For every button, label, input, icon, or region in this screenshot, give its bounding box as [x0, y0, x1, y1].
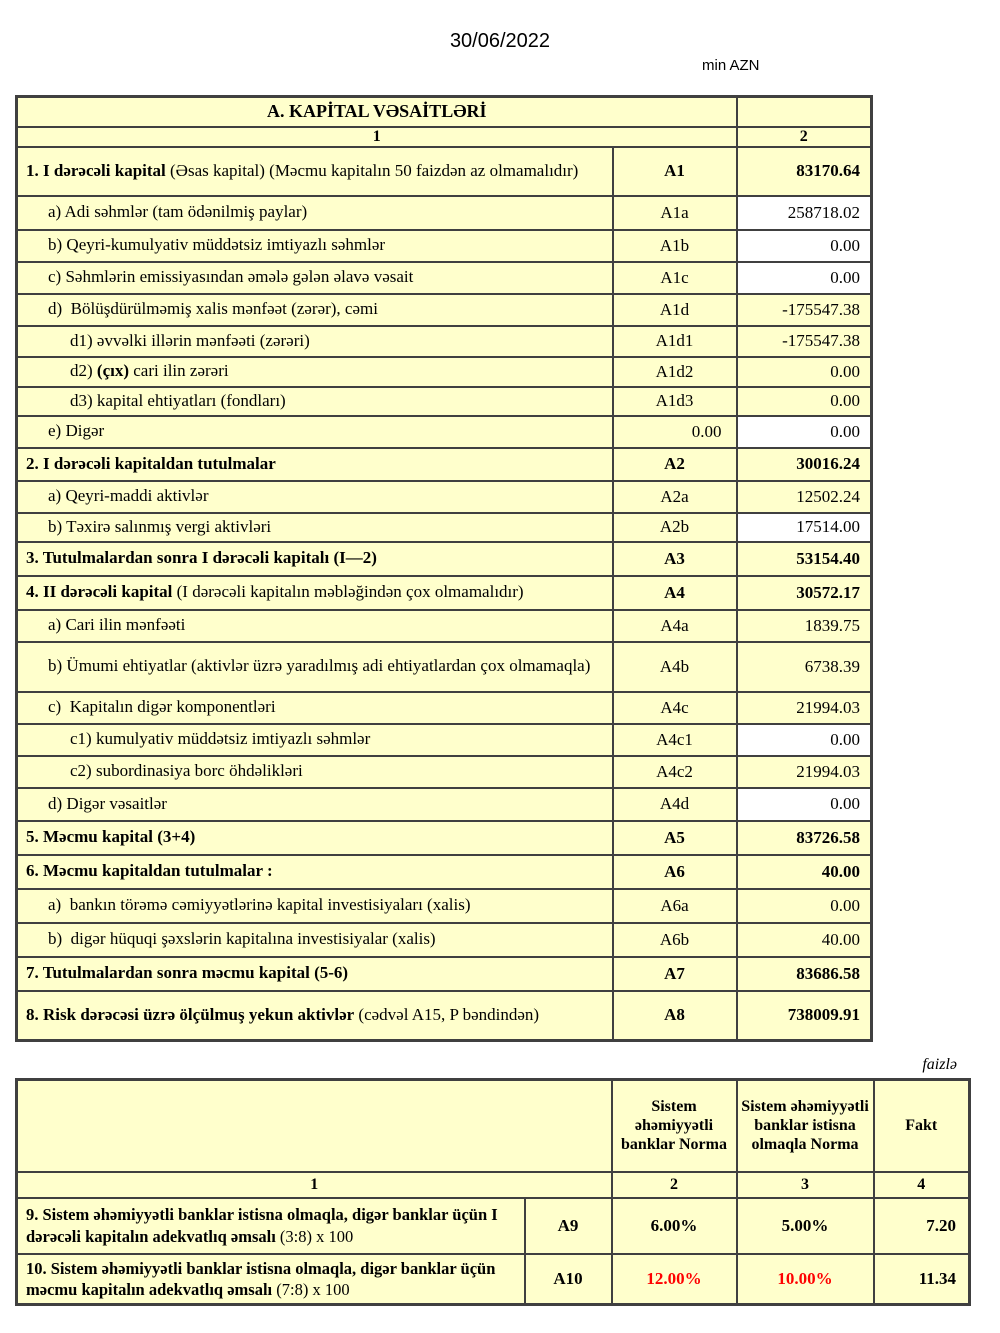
capital-row [17, 957, 872, 991]
capital-row [17, 724, 872, 756]
row-value: 0.00 [737, 387, 872, 416]
header-fact: Fakt [874, 1080, 970, 1172]
row-label: a) bankın törəmə cəmiyyətlərinə kapital investisiyaları (xalis) [17, 889, 613, 923]
row-label: a) Cari ilin mənfəəti [17, 610, 613, 642]
row-code: A5 [613, 821, 737, 855]
row-label: d1) əvvəlki illərin mənfəəti (zərəri) [17, 326, 613, 357]
capital-table-number-row [17, 127, 872, 147]
row-label: 8. Risk dərəcəsi üzrə ölçülmuş yekun aktivlər (cədvəl A15, P bəndindən) [17, 991, 613, 1041]
column-number: 4 [874, 1172, 970, 1198]
capital-row [17, 889, 872, 923]
adequacy-table-number-row [17, 1172, 970, 1198]
row-label: 1. I dərəcəli kapital (Əsas kapital) (Məcmu kapitalın 50 faizdən az olmamalıdır) [17, 147, 613, 196]
row-label: b) Təxirə salınmış vergi aktivləri [17, 513, 613, 542]
row-value: 0.00 [737, 262, 872, 294]
row-code: A1d [613, 294, 737, 326]
row-label: 9. Sistem əhəmiyyətli banklar istisna olmaqla, digər banklar üçün I dərəcəli kapitalın adekvatlıq əmsalı (3:8) x 100 [17, 1198, 525, 1254]
row-code: A1a [613, 196, 737, 230]
adequacy-table [15, 1078, 971, 1306]
row-label: d) Bölüşdürülməmiş xalis mənfəət (zərər), cəmi [17, 294, 613, 326]
capital-row [17, 821, 872, 855]
capital-row [17, 991, 872, 1041]
row-value: 83170.64 [737, 147, 872, 196]
row-label: e) Digər [17, 416, 613, 448]
row-value: 0.00 [737, 357, 872, 387]
capital-row [17, 357, 872, 387]
row-label: 4. II dərəcəli kapital (I dərəcəli kapitalın məbləğindən çox olmamalıdır) [17, 576, 613, 610]
row-code: A9 [525, 1198, 612, 1254]
row-code: A7 [613, 957, 737, 991]
row-value: 738009.91 [737, 991, 872, 1041]
column-number: 3 [737, 1172, 874, 1198]
row-value: 83686.58 [737, 957, 872, 991]
row-label: 3. Tutulmalardan sonra I dərəcəli kapitalı (I—2) [17, 542, 613, 576]
row-value: 1839.75 [737, 610, 872, 642]
adequacy-table-header-row [17, 1080, 970, 1172]
capital-row [17, 262, 872, 294]
row-value: 40.00 [737, 855, 872, 889]
capital-row [17, 387, 872, 416]
capital-row [17, 326, 872, 357]
row-fact: 11.34 [874, 1254, 970, 1305]
row-nonsys-norm: 10.00% [737, 1254, 874, 1305]
row-value: 53154.40 [737, 542, 872, 576]
capital-table [15, 95, 873, 1042]
row-value: 0.00 [737, 230, 872, 262]
capital-row [17, 788, 872, 821]
row-code: A10 [525, 1254, 612, 1305]
row-code: A4c [613, 692, 737, 724]
capital-row [17, 855, 872, 889]
row-value: 0.00 [737, 724, 872, 756]
row-label: d) Digər vəsaitlər [17, 788, 613, 821]
empty-cell [17, 1080, 612, 1172]
capital-row [17, 230, 872, 262]
row-value: 21994.03 [737, 756, 872, 788]
row-code: A6a [613, 889, 737, 923]
row-value: 258718.02 [737, 196, 872, 230]
report-date: 30/06/2022 [449, 30, 551, 52]
capital-row [17, 416, 872, 448]
row-value: 0.00 [737, 788, 872, 821]
capital-row [17, 642, 872, 692]
row-value: -175547.38 [737, 294, 872, 326]
row-code: A4 [613, 576, 737, 610]
row-label: c) Kapitalın digər komponentləri [17, 692, 613, 724]
row-code: A1b [613, 230, 737, 262]
row-code: A2b [613, 513, 737, 542]
row-label: 10. Sistem əhəmiyyətli banklar istisna olmaqla, digər banklar üçün məcmu kapitalın adekvatlıq əmsalı (7:8) x 100 [17, 1254, 525, 1305]
row-label: 2. I dərəcəli kapitaldan tutulmalar [17, 448, 613, 481]
row-label: 5. Məcmu kapital (3+4) [17, 821, 613, 855]
row-code: A2 [613, 448, 737, 481]
row-value: 6738.39 [737, 642, 872, 692]
row-nonsys-norm: 5.00% [737, 1198, 874, 1254]
row-code: A4b [613, 642, 737, 692]
row-value: 83726.58 [737, 821, 872, 855]
header-sys-norm: Sistem əhəmiyyətli banklar Norma [612, 1080, 737, 1172]
row-value: 0.00 [737, 416, 872, 448]
row-label: b) Ümumi ehtiyatlar (aktivlər üzrə yaradılmış adi ehtiyatlardan çox olmamaqla) [17, 642, 613, 692]
column-number: 1 [17, 1172, 612, 1198]
capital-row [17, 576, 872, 610]
header-nonsys-norm: Sistem əhəmiyyətli banklar istisna olmaqla Norma [737, 1080, 874, 1172]
row-label: c2) subordinasiya borc öhdəlikləri [17, 756, 613, 788]
capital-table-title: A. KAPİTAL VƏSAİTLƏRİ [17, 97, 737, 127]
row-code: A4a [613, 610, 737, 642]
row-value: 40.00 [737, 923, 872, 957]
row-label: c) Səhmlərin emissiyasından əmələ gələn əlavə vəsait [17, 262, 613, 294]
capital-row [17, 923, 872, 957]
row-code: A6 [613, 855, 737, 889]
column-number: 1 [17, 127, 737, 147]
capital-row [17, 481, 872, 513]
row-sys-norm: 6.00% [612, 1198, 737, 1254]
row-label: b) digər hüquqi şəxslərin kapitalına investisiyalar (xalis) [17, 923, 613, 957]
row-fact: 7.20 [874, 1198, 970, 1254]
row-code: A6b [613, 923, 737, 957]
adequacy-row [17, 1198, 970, 1254]
row-code: A4d [613, 788, 737, 821]
row-value: 12502.24 [737, 481, 872, 513]
row-code: A4c1 [613, 724, 737, 756]
row-value: 17514.00 [737, 513, 872, 542]
capital-table-title-row [17, 97, 872, 127]
row-label: 7. Tutulmalardan sonra məcmu kapital (5-6) [17, 957, 613, 991]
row-code: A3 [613, 542, 737, 576]
empty-cell [737, 97, 872, 127]
column-number: 2 [737, 127, 872, 147]
capital-row [17, 147, 872, 196]
row-label: 6. Məcmu kapitaldan tutulmalar : [17, 855, 613, 889]
row-code: A4c2 [613, 756, 737, 788]
row-value: 30016.24 [737, 448, 872, 481]
row-label: a) Adi səhmlər (tam ödənilmiş paylar) [17, 196, 613, 230]
row-value: 0.00 [737, 889, 872, 923]
row-label: c1) kumulyativ müddətsiz imtiyazlı səhmlər [17, 724, 613, 756]
row-value: 30572.17 [737, 576, 872, 610]
row-label: d3) kapital ehtiyatları (fondları) [17, 387, 613, 416]
row-code: A1c [613, 262, 737, 294]
capital-row [17, 610, 872, 642]
capital-row [17, 448, 872, 481]
row-code: A1 [613, 147, 737, 196]
row-label: a) Qeyri-maddi aktivlər [17, 481, 613, 513]
capital-row [17, 756, 872, 788]
capital-row [17, 196, 872, 230]
currency-unit-label: min AZN [702, 57, 760, 74]
row-label: b) Qeyri-kumulyativ müddətsiz imtiyazlı səhmlər [17, 230, 613, 262]
row-value: 21994.03 [737, 692, 872, 724]
row-sys-norm: 12.00% [612, 1254, 737, 1305]
row-label: d2) (çıx) cari ilin zərəri [17, 357, 613, 387]
row-code: A8 [613, 991, 737, 1041]
capital-row [17, 542, 872, 576]
adequacy-row [17, 1254, 970, 1305]
row-code: A2a [613, 481, 737, 513]
capital-row [17, 294, 872, 326]
row-code: A1d2 [613, 357, 737, 387]
row-code: A1d3 [613, 387, 737, 416]
row-code: 0.00 [613, 416, 737, 448]
percent-unit-label: faizlə [922, 1056, 957, 1073]
row-code: A1d1 [613, 326, 737, 357]
capital-row [17, 513, 872, 542]
row-value: -175547.38 [737, 326, 872, 357]
column-number: 2 [612, 1172, 737, 1198]
capital-row [17, 692, 872, 724]
